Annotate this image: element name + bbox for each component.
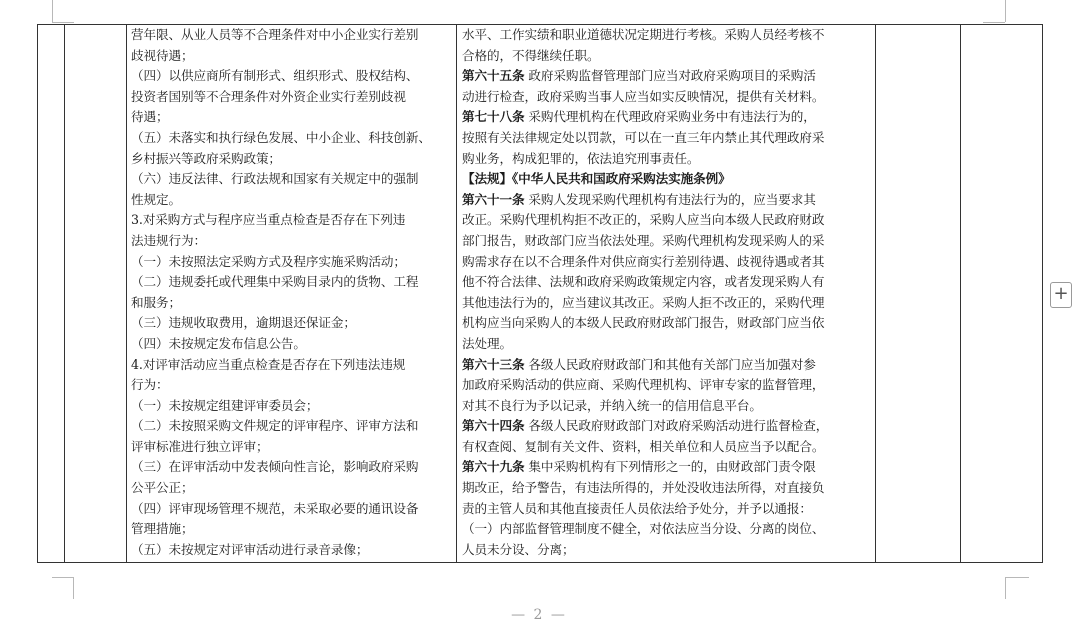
text-segment: （二）违规委托或代理集中采购目录内的货物、工程 — [131, 274, 419, 290]
text-segment: 按照有关法律规定处以罚款，可以在一直三年内禁止其代理政府采 — [462, 129, 825, 145]
text-segment: 责的主管人员和其他直接责任人员依法给予处分，并予以通报： — [462, 500, 812, 516]
text-segment: （一）内部监督管理制度不健全，对依法应当分设、分离的岗位、 — [462, 521, 825, 537]
text-line — [462, 499, 871, 520]
text-segment: 对其不良行为予以记录，并纳入统一的信用信息平台。 — [462, 397, 762, 413]
text-line — [462, 128, 871, 149]
crop-mark-top-right-h — [983, 22, 1005, 23]
crop-mark-top-left-v — [52, 0, 53, 22]
text-segment: 4.对评审活动应当重点检查是否存在下列违法违规 — [131, 356, 406, 372]
text-segment: 性规定。 — [131, 191, 181, 207]
text-line — [131, 46, 452, 67]
text-segment: 管理措施； — [131, 521, 194, 537]
text-line — [462, 457, 871, 478]
text-line — [462, 149, 871, 170]
table-column-notes — [961, 25, 1042, 562]
text-segment: 动进行检查，政府采购当事人应当如实反映情况，提供有关材料。 — [462, 88, 825, 104]
text-line — [462, 210, 871, 231]
text-line — [462, 375, 871, 396]
text-segment: 政府采购监督管理部门应当对政府采购项目的采购活 — [524, 68, 816, 84]
text-segment: 法违规行为： — [131, 232, 206, 248]
text-segment: 歧视待遇； — [131, 47, 194, 63]
text-line — [131, 169, 452, 190]
text-line — [131, 252, 452, 273]
text-line — [462, 478, 871, 499]
text-segment: 其他违法行为的，应当建议其改正。采购人拒不改正的，采购代理 — [462, 294, 825, 310]
text-line — [131, 149, 452, 170]
text-line — [131, 519, 452, 540]
crop-mark-top-left-h — [52, 22, 74, 23]
article-heading: 第六十九条 — [462, 459, 525, 475]
text-line — [462, 252, 871, 273]
text-segment: 期改正，给予警告，有违法所得的，并处没收违法所得，对直接负 — [462, 480, 825, 496]
text-line — [131, 272, 452, 293]
text-segment: 乡村振兴等政府采购政策； — [131, 150, 281, 166]
text-segment: 人员未分设、分离； — [462, 541, 575, 557]
text-segment: 待遇； — [131, 109, 169, 125]
text-segment: 部门报告，财政部门应当依法处理。采购代理机构发现采购人的采 — [462, 232, 825, 248]
text-line — [131, 396, 452, 417]
text-line — [131, 66, 452, 87]
text-segment: 合格的，不得继续任职。 — [462, 47, 600, 63]
article-heading: 第七十八条 — [462, 109, 525, 125]
text-segment: 采购代理机构在代理政府采购业务中有违法行为的， — [524, 109, 816, 125]
text-line — [462, 313, 871, 334]
expand-button[interactable]: + — [1050, 282, 1072, 308]
text-segment: 水平、工作实绩和职业道德状况定期进行考核。采购人员经考核不 — [462, 27, 825, 42]
text-line — [462, 355, 871, 376]
text-segment: 集中采购机构有下列情形之一的，由财政部门责令限 — [524, 459, 816, 475]
text-segment: （五）未落实和执行绿色发展、中小企业、科技创新、 — [131, 129, 431, 145]
table-column-check-items — [127, 25, 457, 562]
text-segment: 有权查阅、复制有关文件、资料，相关单位和人员应当予以配合。 — [462, 438, 825, 454]
text-line — [131, 107, 452, 128]
text-line — [131, 313, 452, 334]
text-line — [462, 416, 871, 437]
text-segment: （六）违反法律、行政法规和国家有关规定中的强制 — [131, 171, 419, 187]
text-line — [462, 46, 871, 67]
text-line — [462, 396, 871, 417]
legal-basis-text — [462, 25, 871, 560]
text-line — [131, 334, 452, 355]
text-segment: 他不符合法律、法规和政府采购政策规定内容，或者发现采购人有 — [462, 274, 825, 290]
text-line — [131, 190, 452, 211]
text-segment: （五）未按规定对评审活动进行录音录像； — [131, 541, 369, 557]
text-segment: 投资者国别等不合理条件对外资企业实行差别歧视 — [131, 88, 406, 104]
crop-mark-bottom-right-h — [1005, 577, 1029, 578]
article-heading: 第六十五条 — [462, 68, 525, 84]
text-line — [131, 87, 452, 108]
crop-mark-bottom-left-h — [52, 577, 74, 578]
table-column-index — [38, 25, 65, 562]
text-line — [131, 457, 452, 478]
text-segment: 3.对采购方式与程序应当重点检查是否存在下列违 — [131, 212, 406, 228]
crop-mark-bottom-right-v — [1005, 577, 1006, 599]
text-line — [131, 210, 452, 231]
text-segment: 购业务，构成犯罪的，依法追究刑事责任。 — [462, 150, 700, 166]
document-table — [37, 24, 1043, 563]
text-line — [462, 293, 871, 314]
text-segment: （三）在评审活动中发表倾向性言论，影响政府采购 — [131, 459, 419, 475]
text-line — [131, 293, 452, 314]
text-line — [131, 231, 452, 252]
text-line — [131, 478, 452, 499]
text-segment: 机构应当向采购人的本级人民政府财政部门报告，财政部门应当依 — [462, 315, 825, 331]
table-column-legal-basis — [457, 25, 876, 562]
text-line — [462, 87, 871, 108]
table-column-category — [65, 25, 127, 562]
page-number: — 2 — — [511, 607, 567, 623]
text-line — [131, 437, 452, 458]
text-line — [462, 190, 871, 211]
text-line — [131, 499, 452, 520]
crop-mark-top-right-v — [1005, 0, 1006, 22]
text-line — [462, 231, 871, 252]
text-line — [131, 375, 452, 396]
text-segment: 加政府采购活动的供应商、采购代理机构、评审专家的监督管理， — [462, 377, 825, 393]
check-items-text — [131, 25, 452, 560]
text-line — [462, 334, 871, 355]
text-line — [462, 66, 871, 87]
text-segment: 营年限、从业人员等不合理条件对中小企业实行差别 — [131, 27, 419, 42]
crop-mark-bottom-left-v — [73, 577, 74, 599]
text-segment: （四）评审现场管理不规范，未采取必要的通讯设备 — [131, 500, 419, 516]
text-segment: （一）未按照法定采购方式及程序实施采购活动； — [131, 253, 406, 269]
text-segment: 各级人民政府财政部门对政府采购活动进行监督检查， — [524, 418, 829, 434]
text-line — [131, 540, 452, 561]
text-line — [131, 416, 452, 437]
article-heading: 第六十四条 — [462, 418, 525, 434]
text-line — [462, 540, 871, 561]
text-line — [462, 169, 871, 190]
text-line — [131, 128, 452, 149]
text-segment: 法处理。 — [462, 335, 512, 351]
text-segment: 评审标准进行独立评审； — [131, 438, 269, 454]
text-segment: 和服务； — [131, 294, 181, 310]
text-line — [462, 25, 871, 46]
text-segment: 公平公正； — [131, 480, 194, 496]
text-line — [462, 107, 871, 128]
text-segment: 行为： — [131, 377, 169, 393]
text-line — [462, 272, 871, 293]
text-segment: （一）未按规定组建评审委员会； — [131, 397, 319, 413]
text-line — [131, 25, 452, 46]
text-segment: （四）以供应商所有制形式、组织形式、股权结构、 — [131, 68, 419, 84]
text-line — [131, 355, 452, 376]
article-heading: 第六十一条 — [462, 191, 525, 207]
text-segment: （二）未按照采购文件规定的评审程序、评审方法和 — [131, 418, 419, 434]
text-segment: 各级人民政府财政部门和其他有关部门应当加强对参 — [524, 356, 816, 372]
text-segment: 购需求存在以不合理条件对供应商实行差别待遇、歧视待遇或者其 — [462, 253, 825, 269]
text-segment: 采购人发现采购代理机构有违法行为的，应当要求其 — [524, 191, 816, 207]
article-heading: 【法规】《中华人民共和国政府采购法实施条例》 — [462, 171, 731, 187]
table-column-remarks — [876, 25, 961, 562]
text-line — [462, 519, 871, 540]
text-line — [462, 437, 871, 458]
text-segment: （四）未按规定发布信息公告。 — [131, 335, 306, 351]
text-segment: 改正。采购代理机构拒不改正的，采购人应当向本级人民政府财政 — [462, 212, 825, 228]
text-segment: （三）违规收取费用，逾期退还保证金； — [131, 315, 356, 331]
article-heading: 第六十三条 — [462, 356, 525, 372]
